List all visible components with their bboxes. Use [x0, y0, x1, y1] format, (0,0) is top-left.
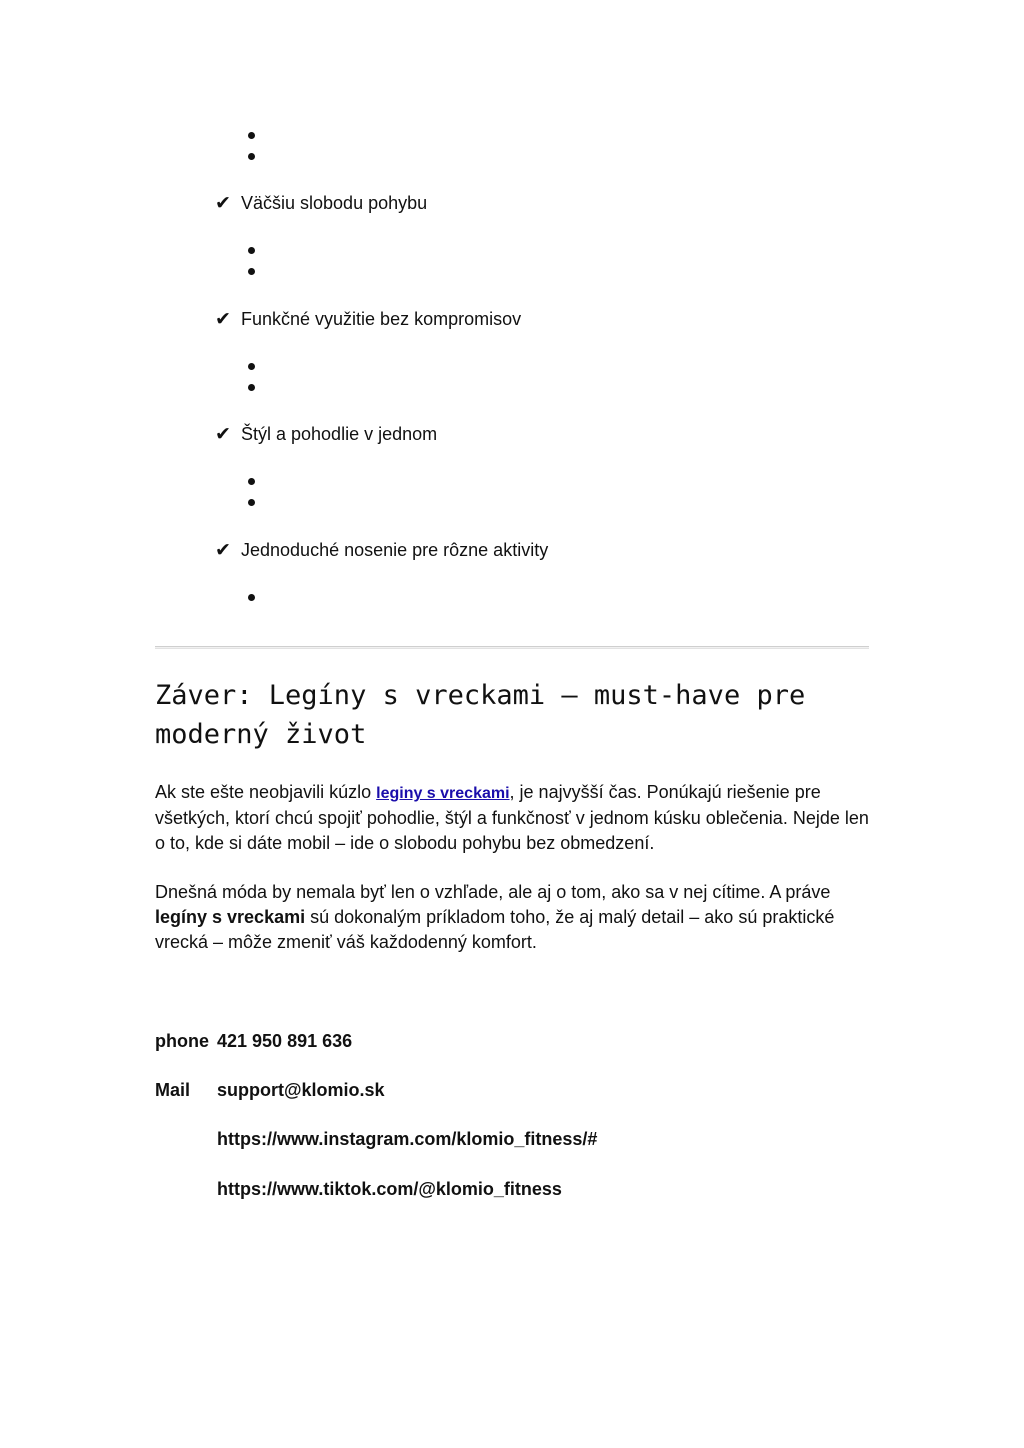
list-bullet — [248, 594, 255, 601]
list-bullet — [248, 247, 255, 254]
contact-instagram — [155, 1128, 597, 1150]
leginy-link[interactable]: leginy s vreckami — [376, 785, 510, 802]
list-bullet — [248, 384, 255, 391]
contact-tiktok — [155, 1178, 562, 1200]
checklist-item — [215, 192, 427, 215]
list-bullet — [248, 153, 255, 160]
checklist-item — [215, 308, 521, 331]
list-bullet — [248, 363, 255, 370]
checkmark-icon: ✔ — [215, 540, 231, 561]
phone-number[interactable]: 421 950 891 636 — [217, 1031, 353, 1051]
phone-label: phone — [155, 1031, 209, 1051]
list-bullet — [248, 268, 255, 275]
paragraph-text: Dnešná móda by nemala byť len o vzhľade, ale aj o tom, ako sa v nej cítime. A práve — [155, 882, 831, 902]
paragraph-text: Ak ste ešte neobjavili kúzlo — [155, 782, 377, 802]
checkmark-icon: ✔ — [215, 193, 231, 214]
contact-phone — [155, 1030, 352, 1052]
list-bullet — [248, 499, 255, 506]
checklist-item-label: Štýl a pohodlie v jednom — [241, 424, 438, 444]
contact-mail — [155, 1079, 385, 1101]
bold-keyword: legíny s vreckami — [155, 907, 306, 927]
mail-label: Mail — [155, 1080, 191, 1100]
tiktok-link[interactable]: https://www.tiktok.com/@klomio_fitness — [217, 1179, 562, 1199]
checkmark-icon: ✔ — [215, 424, 231, 445]
paragraph-text: sú dokonalým príkladom toho, že aj malý detail – ako sú praktické vrecká – môže zmeniť váš každodenný komfort. — [155, 907, 835, 952]
list-bullet — [248, 478, 255, 485]
instagram-link[interactable]: https://www.instagram.com/klomio_fitness/# — [217, 1129, 598, 1149]
conclusion-paragraph-2 — [155, 880, 875, 955]
conclusion-paragraph-1 — [155, 780, 875, 856]
list-bullet — [248, 132, 255, 139]
checklist-item — [215, 423, 437, 446]
mail-address[interactable]: support@klomio.sk — [217, 1080, 385, 1100]
checklist-item — [215, 539, 548, 562]
checkmark-icon: ✔ — [215, 309, 231, 330]
checklist-item-label: Jednoduché nosenie pre rôzne aktivity — [241, 540, 549, 560]
paragraph-text: , je najvyšší čas. Ponúkajú riešenie pre všetkých, ktorí chcú spojiť pohodlie, štýl a funkčnosť v jednom kúsku oblečenia. Nejde len o to, kde si dáte mobil – ide o slobodu pohybu bez obmedzení. — [155, 782, 869, 853]
checklist-item-label: Väčšiu slobodu pohybu — [241, 193, 428, 213]
horizontal-divider — [155, 646, 869, 649]
conclusion-heading: Záver: Legíny s vreckami – must-have pre moderný život — [155, 680, 806, 750]
checklist-item-label: Funkčné využitie bez kompromisov — [241, 309, 522, 329]
